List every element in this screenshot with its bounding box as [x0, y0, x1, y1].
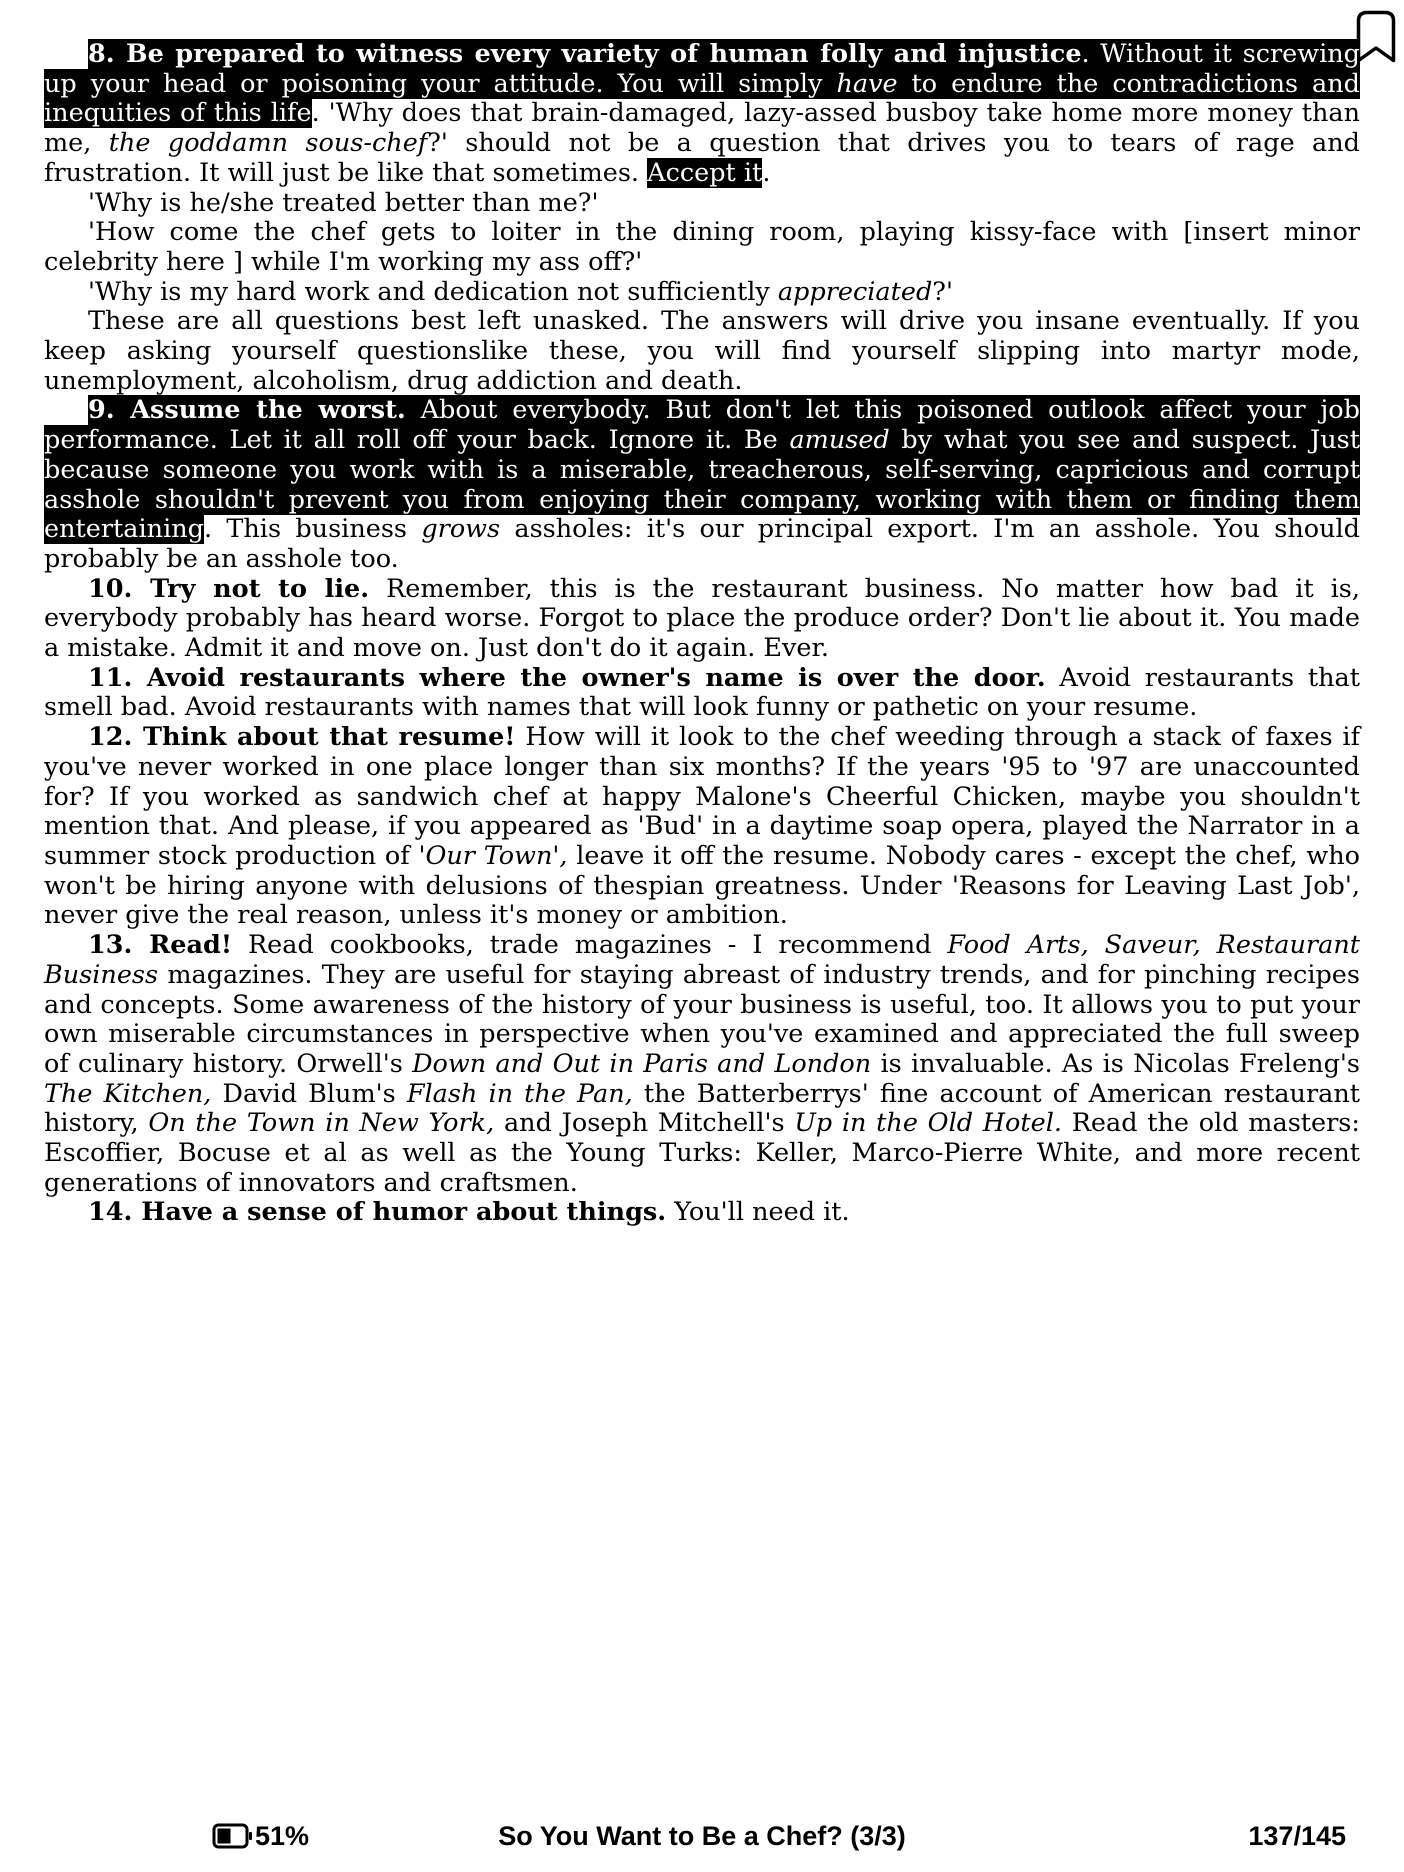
highlighted-text[interactable]: have: [836, 68, 898, 99]
text-segment: 14. Have a sense of humor about things.: [88, 1197, 667, 1228]
text-segment: 'Our Town',: [418, 840, 568, 871]
text-segment: 12. Think about that resume!: [88, 722, 516, 753]
text-segment: . 'Why does that brain-damaged, lazy-assed busboy take home more money than me,: [44, 98, 1360, 159]
page-text: [44, 40, 1360, 1228]
paragraph: [44, 396, 1360, 574]
highlighted-text[interactable]: by what you see and suspect. Just because someone you work with is a miserable, treacherous, self-serving, capricious and corrupt asshole shouldn't prevent you from enjoying their company, working with them or finding them entertaining: [44, 425, 1360, 545]
text-segment: 10. Try not to lie.: [88, 573, 370, 604]
text-segment: the goddamn sous-chef: [108, 128, 428, 159]
highlighted-text[interactable]: . Without it screwing up your head or poisoning your attitude. You will simply: [44, 39, 1360, 99]
highlighted-text[interactable]: About everybody. But don't let this poisoned outlook affect your job performance. Let it all roll off your back. Ignore it. Be: [44, 395, 1360, 456]
text-segment: Down and Out in Paris and London: [412, 1048, 872, 1079]
highlighted-text[interactable]: to endure the contradictions and inequities of this life: [44, 68, 1360, 129]
text-segment: leave it off the resume. Nobody cares - except the chef, who won't be hiring anyone with delusions of thespian greatness. Under 'Reasons for Leaving Last Job', never give the real reason, unless it's money or ambition.: [44, 840, 1360, 931]
text-segment: . This business: [203, 514, 422, 545]
text-segment: These are all questions best left unasked. The answers will drive you insane eventually. If you keep asking yourself questionslike these, you will find yourself slipping into martyr mode, unemployment, alcoholism, drug addiction and death.: [44, 306, 1360, 396]
text-segment: .: [762, 157, 771, 188]
text-segment: Flash in the Pan,: [406, 1078, 633, 1109]
paragraph: [44, 40, 1360, 189]
text-segment: Up in the Old Hotel.: [794, 1108, 1062, 1139]
paragraph: [44, 575, 1360, 664]
text-segment: 'Why is he/she treated better than me?': [88, 187, 599, 218]
text-segment: Food Arts, Saveur, Restaurant Business: [44, 930, 1360, 990]
paragraph: [44, 723, 1360, 931]
text-segment: magazines. They are useful for staying abreast of industry trends, and for pinching recipes and concepts. Some awareness of the history of your business is useful, too. It allows you to put your own miserable circumstances in perspective when you've examined and appreciated the full sweep of culinary history. Orwell's: [44, 959, 1360, 1079]
text-segment: grows: [421, 514, 501, 545]
text-segment: appreciated: [777, 276, 933, 307]
chapter-title: So You Want to Be a Chef? (3/3): [498, 1820, 906, 1851]
text-segment: Avoid restaurants that smell bad. Avoid restaurants with names that will look funny or pathetic on your resume.: [44, 662, 1360, 723]
text-segment: assholes: it's our principal export. I'm an asshole. You should probably be an asshole too.: [44, 514, 1360, 574]
text-segment: 'Why is my hard work and dedication not sufficiently: [88, 276, 778, 307]
highlighted-text[interactable]: 8. Be prepared to witness every variety of human folly and injustice: [88, 39, 1082, 69]
text-segment: How will it look to the chef weeding through a stack of faxes if you've never worked in one place longer than six months? If the years '95 to '97 are unaccounted for? If you worked as sandwich chef at happy Malone's Cheerful Chicken, maybe you shouldn't mention that. And please, if you appeared as 'Bud' in a daytime soap opera, played the Narrator in a summer stock production of: [44, 722, 1361, 871]
text-segment: Read the old masters: Escoffier, Bocuse et al as well as the Young Turks: Keller, Marco-Pierre White, and more recent generations of innovators and craftsmen.: [44, 1108, 1360, 1198]
text-segment: 'How come the chef gets to loiter in the dining room, playing kissy-face with [insert minor celebrity here ] while I'm working my ass off?': [44, 217, 1360, 277]
text-segment: 13. Read!: [88, 930, 233, 961]
text-segment: Remember, this is the restaurant business. No matter how bad it is, everybody probably has heard worse. Forgot to place the produce order? Don't lie about it. You made a mistake. Admit it and move on. Just don't do it again. Ever.: [44, 573, 1360, 664]
paragraph: [44, 931, 1360, 1198]
text-segment: ?' should not be a question that drives you to tears of rage and frustration. It will just be like that sometimes.: [44, 128, 1360, 188]
bookmark-icon[interactable]: [1355, 9, 1397, 65]
text-segment: is invaluable. As is Nicolas Freleng's: [871, 1048, 1361, 1079]
text-segment: David Blum's: [211, 1078, 407, 1109]
battery-percent-label: 51%: [255, 1820, 310, 1851]
paragraph: [44, 1198, 1360, 1228]
text-segment: and Joseph Mitchell's: [494, 1108, 795, 1139]
highlighted-text[interactable]: amused: [789, 425, 890, 456]
text-segment: ?': [932, 276, 953, 307]
text-segment: You'll need it.: [666, 1197, 850, 1228]
text-segment: 11. Avoid restaurants where the owner's name is over the door.: [88, 662, 1046, 693]
paragraph: [44, 278, 1360, 308]
text-segment: the Batterberrys' fine account of American restaurant history,: [44, 1078, 1361, 1139]
paragraph: [44, 307, 1360, 396]
highlighted-text[interactable]: 9. Assume the worst.: [88, 395, 406, 426]
text-segment: On the Town in New York,: [148, 1108, 495, 1139]
text-segment: The Kitchen,: [44, 1078, 212, 1109]
paragraph: [44, 189, 1360, 219]
paragraph: [44, 664, 1360, 723]
text-segment: Read cookbooks, trade magazines - I recommend: [232, 930, 948, 961]
page-progress: 137/145: [1248, 1820, 1346, 1851]
highlighted-text[interactable]: Accept it: [647, 157, 763, 188]
footer-status-bar[interactable]: [0, 1814, 1404, 1858]
paragraph: [44, 218, 1360, 277]
